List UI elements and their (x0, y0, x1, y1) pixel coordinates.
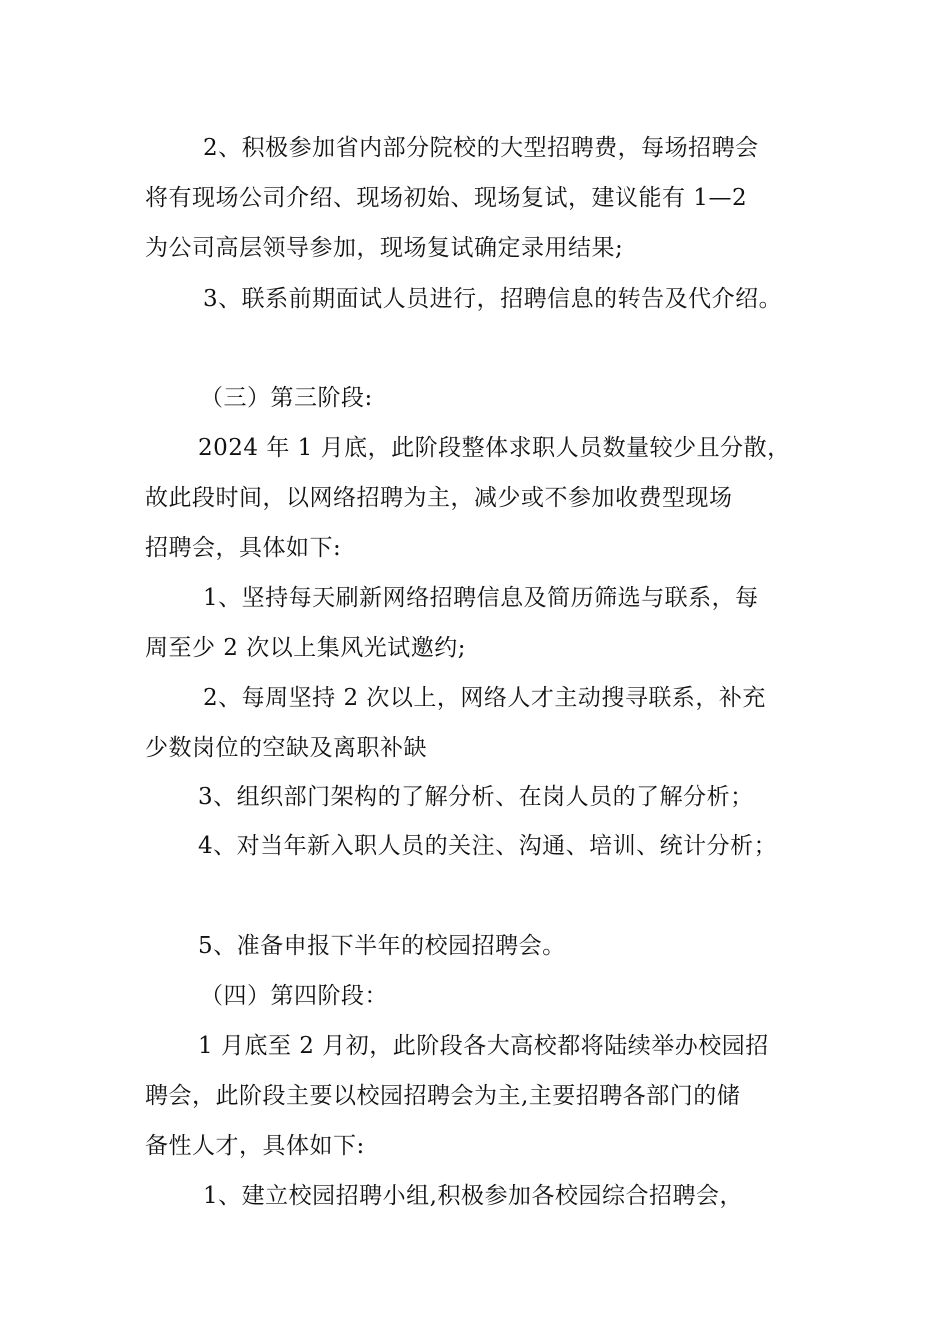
section-heading-3: （三）第三阶段: (200, 385, 373, 411)
para-1-line-2: 将有现场公司介绍、现场初始、现场复试，建议能有 1—2 (145, 185, 748, 211)
para-10-line-3: 备性人才，具体如下: (145, 1133, 365, 1159)
para-5-line-1: 2、每周坚持 2 次以上，网络人才主动搜寻联系，补充 (203, 685, 766, 711)
para-1-line-3: 为公司高层领导参加，现场复试确定录用结果; (145, 235, 624, 261)
para-4-line-2: 周至少 2 次以上集风光试邀约; (145, 635, 467, 661)
para-3-line-1: 2024 年 1 月底，此阶段整体求职人员数量较少且分散， (198, 435, 791, 461)
para-4-line-1: 1、坚持每天刷新网络招聘信息及简历筛选与联系，每 (203, 585, 759, 611)
para-7-line-1: 4、对当年新入职人员的关注、沟通、培训、统计分析； (198, 833, 778, 859)
para-3-line-3: 招聘会，具体如下: (145, 535, 342, 561)
para-10-line-1: 1 月底至 2 月初，此阶段各大高校都将陆续举办校园招 (198, 1033, 769, 1059)
para-6-line-1: 3、组织部门架构的了解分析、在岗人员的了解分析； (198, 784, 754, 810)
para-1-line-1: 2、积极参加省内部分院校的大型招聘费，每场招聘会 (203, 135, 759, 161)
section-heading-4: （四）第四阶段： (200, 983, 388, 1009)
para-2-line-1: 3、联系前期面试人员进行，招聘信息的转告及代介绍。 (203, 286, 783, 312)
para-3-line-2: 故此段时间，以网络招聘为主，减少或不参加收费型现场 (145, 485, 733, 511)
para-11-line-1: 1、建立校园招聘小组,积极参加各校园综合招聘会， (203, 1183, 743, 1209)
para-8-line-1: 5、准备申报下半年的校园招聘会。 (198, 933, 566, 959)
para-10-line-2: 聘会，此阶段主要以校园招聘会为主,主要招聘各部门的储 (145, 1083, 741, 1109)
para-5-line-2: 少数岗位的空缺及离职补缺 (145, 735, 427, 761)
